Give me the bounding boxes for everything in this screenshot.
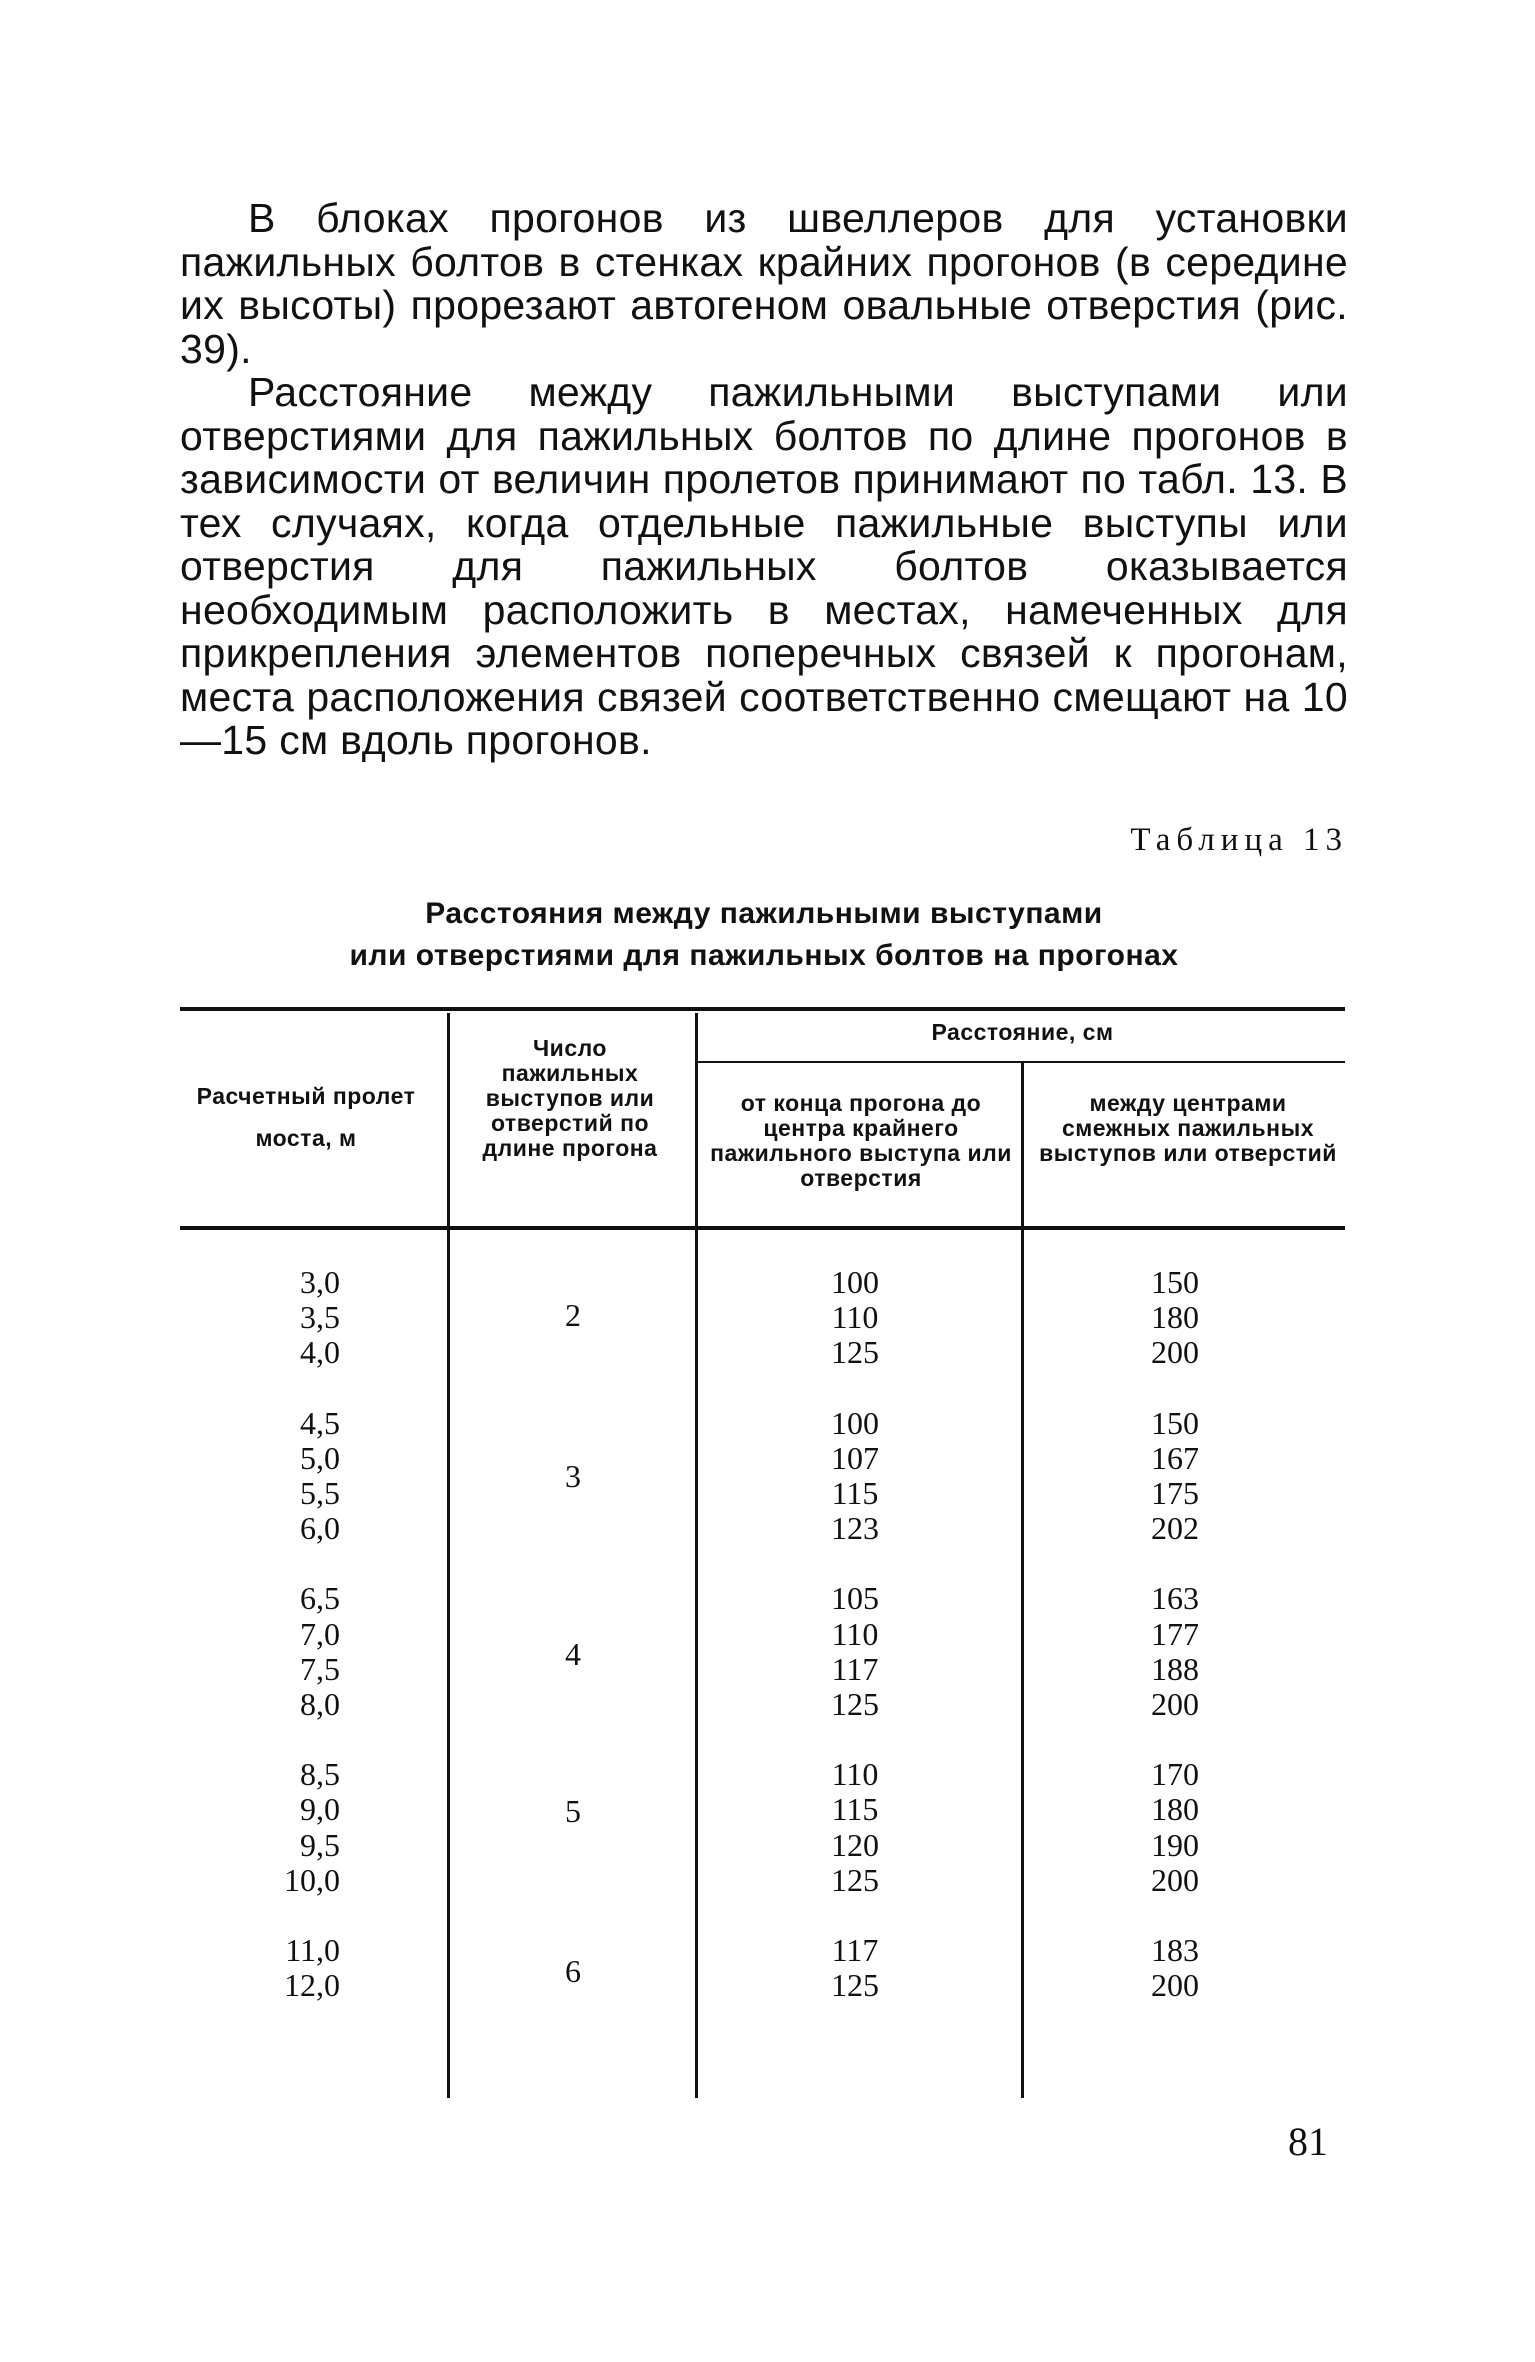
page-number: 81 <box>1288 2119 1328 2164</box>
from-end-value: 120 <box>831 1826 879 1863</box>
from-end-value: 100 <box>831 1264 879 1300</box>
count-value: 6 <box>565 1953 581 1989</box>
table-divider-1 <box>447 1013 450 2098</box>
from-end-value: 110 <box>831 1756 879 1793</box>
from-end-value: 125 <box>831 1334 879 1371</box>
table-title-line-2: или отверстиями для пажильных болтов на прогонах <box>349 939 1179 972</box>
between-value: 190 <box>1151 1826 1199 1863</box>
span-value: 3,0 <box>300 1264 340 1300</box>
between-value: 180 <box>1151 1791 1199 1828</box>
from-end-value: 117 <box>831 1932 879 1969</box>
span-value: 10,0 <box>284 1861 340 1898</box>
table-header-bottom-rule <box>180 1226 1345 1230</box>
span-value: 11,0 <box>285 1932 340 1969</box>
between-value: 188 <box>1151 1650 1199 1687</box>
between-value: 180 <box>1151 1299 1199 1336</box>
table-divider-3 <box>1021 1063 1024 2098</box>
between-value: 163 <box>1151 1580 1199 1617</box>
between-group-3 <box>1110 1581 1240 1722</box>
column-span <box>240 1265 340 2003</box>
table-title <box>180 893 1348 977</box>
between-value: 200 <box>1151 1686 1199 1723</box>
from-end-value: 123 <box>831 1510 879 1547</box>
between-value: 170 <box>1151 1756 1199 1793</box>
span-group-3 <box>240 1581 340 1722</box>
from-end-value: 125 <box>831 1686 879 1723</box>
header-distance: Расстояние, см <box>931 1019 1114 1045</box>
from-end-group-5 <box>790 1933 920 2003</box>
table-top-rule <box>180 1007 1345 1011</box>
between-value: 200 <box>1151 1334 1199 1371</box>
between-value: 202 <box>1151 1510 1199 1547</box>
from-end-group-2 <box>790 1406 920 1547</box>
header-from-end: от конца прогона до центра крайнего пажильного выступа или отверстия <box>710 1090 1012 1191</box>
from-end-value: 115 <box>831 1791 879 1828</box>
from-end-value: 125 <box>831 1967 879 2004</box>
from-end-value: 117 <box>831 1650 879 1687</box>
span-group-5 <box>240 1933 340 2003</box>
column-between <box>1110 1265 1240 2003</box>
header-count: Число пажильных выступов или отверстий по длине прогона <box>482 1035 658 1161</box>
from-end-group-3 <box>790 1581 920 1722</box>
table-divider-2 <box>695 1013 698 2098</box>
span-value: 3,5 <box>300 1299 340 1336</box>
span-value: 7,5 <box>300 1650 340 1687</box>
span-value: 6,0 <box>300 1510 340 1547</box>
header-span: Расчетный пролет моста, м <box>196 1083 416 1151</box>
from-end-value: 107 <box>831 1439 879 1476</box>
span-value: 9,5 <box>300 1826 340 1863</box>
span-value: 7,0 <box>300 1615 340 1652</box>
paragraph-1 <box>180 197 1348 371</box>
span-group-1 <box>240 1265 340 1371</box>
count-value: 2 <box>565 1297 581 1333</box>
span-value: 8,5 <box>300 1756 340 1793</box>
span-value: 12,0 <box>284 1967 340 2004</box>
span-value: 4,5 <box>300 1404 340 1441</box>
span-value: 4,0 <box>300 1334 340 1371</box>
from-end-value: 110 <box>831 1615 879 1652</box>
between-value: 150 <box>1151 1404 1199 1441</box>
column-from-end <box>790 1265 920 2003</box>
from-end-group-4 <box>790 1757 920 1898</box>
between-value: 200 <box>1151 1967 1199 2004</box>
span-group-2 <box>240 1406 340 1547</box>
paragraph-2 <box>180 371 1348 763</box>
span-value: 5,5 <box>300 1475 340 1512</box>
span-value: 8,0 <box>300 1686 340 1723</box>
between-group-5 <box>1110 1933 1240 2003</box>
count-value: 3 <box>565 1458 581 1494</box>
count-value: 5 <box>565 1793 581 1829</box>
paragraph-1-text: В блоках прогонов из швеллеров для установки пажильных болтов в стенках крайних прогонов (в середине их высоты) прорезают автогеном овальные отверстия (рис. 39). <box>180 195 1348 372</box>
between-value: 175 <box>1151 1475 1199 1512</box>
from-end-value: 115 <box>831 1475 879 1512</box>
between-group-4 <box>1110 1757 1240 1898</box>
span-value: 6,5 <box>300 1580 340 1617</box>
between-value: 177 <box>1151 1615 1199 1652</box>
between-group-1 <box>1110 1265 1240 1371</box>
count-value: 4 <box>565 1636 581 1672</box>
from-end-group-1 <box>790 1265 920 1371</box>
header-between: между центрами смежных пажильных выступов или отверстий <box>1039 1090 1337 1166</box>
from-end-value: 110 <box>831 1299 879 1336</box>
span-value: 9,0 <box>300 1791 340 1828</box>
table-title-line-1: Расстояния между пажильными выступами <box>425 897 1103 930</box>
from-end-value: 100 <box>831 1404 879 1441</box>
between-value: 183 <box>1151 1932 1199 1969</box>
span-group-4 <box>240 1757 340 1898</box>
between-value: 150 <box>1151 1264 1199 1300</box>
from-end-value: 125 <box>831 1861 879 1898</box>
span-value: 5,0 <box>300 1439 340 1476</box>
table-label: Таблица 13 <box>1130 822 1348 858</box>
paragraph-2-text: Расстояние между пажильными выступами или отверстиями для пажильных болтов по длине прогонов в зависимости от величин пролетов принимают по табл. 13. В тех случаях, когда отдельные пажильные выступы или отверстия для пажильных болтов оказывается необходимым расположить в местах, намеченных для прикрепления элементов поперечных связей к прогонам, места расположения связей соответственно смещают на 10—15 см вдоль прогонов. <box>180 369 1348 763</box>
between-group-2 <box>1110 1406 1240 1547</box>
between-value: 200 <box>1151 1861 1199 1898</box>
between-value: 167 <box>1151 1439 1199 1476</box>
from-end-value: 105 <box>831 1580 879 1617</box>
